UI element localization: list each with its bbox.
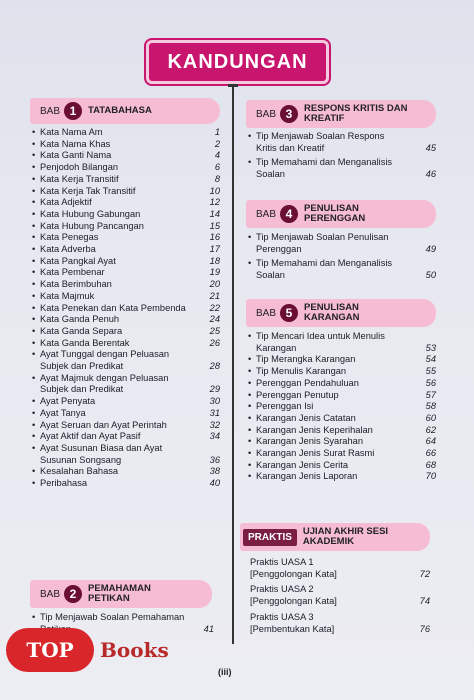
entry-page-number: 30 [209, 396, 220, 407]
bab-1-list [30, 127, 220, 490]
toc-entry [30, 466, 220, 478]
entry-page-number: 56 [425, 377, 436, 388]
entry-title: Ayat Majmuk dengan Peluasan Subjek dan Predikat [40, 372, 169, 395]
entry-page-number: 34 [209, 431, 220, 442]
entry-title: Karangan Jenis Catatan [256, 412, 356, 423]
praktis-header [240, 523, 430, 551]
entry-title: Ayat Tanya [40, 407, 86, 418]
bab-number: 1 [64, 102, 82, 120]
toc-entry [30, 303, 220, 315]
entry-page-number: 66 [425, 448, 436, 459]
toc-entry [246, 232, 436, 255]
entry-title: Kata Ganti Nama [40, 150, 112, 161]
entry-title: Perenggan Pendahuluan [256, 377, 359, 388]
entry-title: Penjodoh Bilangan [40, 162, 119, 173]
bab-title: PENULISAN PERENGGAN [304, 203, 366, 224]
entry-page-number: 12 [209, 197, 220, 208]
entry-page-number: 1 [214, 127, 220, 137]
entry-page-number: 21 [209, 290, 220, 301]
toc-entry [30, 443, 220, 466]
entry-title: Kata Ganda Separa [40, 325, 123, 336]
entry-page-number: 70 [425, 471, 436, 482]
title-banner [146, 40, 329, 84]
toc-entry [240, 557, 430, 580]
entry-title: Ayat Tunggal dengan Peluasan Subjek dan Predikat [40, 349, 170, 372]
toc-entry [30, 256, 220, 268]
toc-entry [30, 186, 220, 198]
bab-number: 3 [280, 105, 298, 123]
toc-entry [30, 396, 220, 408]
entry-title: Kata Berimbuhan [40, 279, 112, 290]
entry-title: Tip Merangka Karangan [256, 354, 356, 365]
toc-entry [30, 291, 220, 303]
toc-entry [246, 354, 436, 366]
toc-entry [246, 436, 436, 448]
toc-entry [30, 244, 220, 256]
entry-page-number: 19 [209, 267, 220, 278]
bab-3-list [246, 131, 436, 184]
toc-entry [30, 373, 220, 396]
entry-title: Kata Nama Khas [40, 138, 111, 149]
logo-wordmark: Books [100, 638, 169, 662]
entry-page-number: 74 [419, 596, 430, 607]
entry-page-number: 20 [209, 279, 220, 290]
entry-page-number: 32 [209, 419, 220, 430]
bab-1-header [30, 98, 220, 124]
entry-title: Praktis UASA 3 [Pembentukan Kata] [250, 611, 335, 634]
entry-title: Kata Nama Am [40, 127, 103, 137]
toc-entry [246, 401, 436, 413]
bab-number: 5 [280, 304, 298, 322]
entry-title: Kata Kerja Transitif [40, 173, 119, 184]
toc-entry [246, 157, 436, 180]
divider-cap-top [228, 84, 238, 87]
entry-title: Perenggan Penutup [256, 389, 339, 400]
toc-entry [246, 366, 436, 378]
entry-page-number: 58 [425, 401, 436, 412]
entry-title: Ayat Aktif dan Ayat Pasif [40, 431, 141, 442]
entry-title: Ayat Susunan Biasa dan Ayat Susunan Songsang [40, 442, 163, 465]
entry-title: Karangan Jenis Cerita [256, 459, 348, 470]
entry-title: Praktis UASA 2 [Penggolongan Kata] [250, 584, 337, 607]
toc-entry [30, 232, 220, 244]
toc-entry [30, 162, 220, 174]
bab-number: 4 [280, 205, 298, 223]
toc-entry [240, 612, 430, 635]
entry-title: Ayat Seruan dan Ayat Perintah [40, 419, 167, 430]
entry-page-number: 60 [425, 412, 436, 423]
bab-title: RESPONS KRITIS DAN KREATIF [304, 103, 408, 124]
entry-page-number: 22 [209, 302, 220, 313]
page-number: (iii) [218, 667, 232, 677]
entry-title: Kata Adverba [40, 244, 96, 255]
toc-entry [30, 408, 220, 420]
entry-title: Tip Menjawab Soalan Respons Kritis dan Kreatif [256, 131, 385, 153]
entry-page-number: 24 [209, 314, 220, 325]
entry-page-number: 45 [425, 142, 436, 153]
entry-page-number: 18 [209, 255, 220, 266]
bab-label: BAB [40, 588, 61, 600]
entry-title: Karangan Jenis Syarahan [256, 436, 363, 447]
bab-title: PENULISAN KARANGAN [304, 302, 360, 323]
entry-page-number: 40 [209, 478, 220, 489]
entry-title: Ayat Penyata [40, 396, 96, 407]
entry-page-number: 2 [214, 138, 220, 149]
toc-entry [30, 221, 220, 233]
entry-page-number: 28 [209, 361, 220, 372]
bab-5-header [246, 299, 436, 327]
entry-title: Kata Penekan dan Kata Pembenda [40, 302, 186, 313]
topbooks-logo [6, 628, 169, 672]
toc-entry [30, 279, 220, 291]
entry-page-number: 29 [209, 384, 220, 395]
entry-title: Kata Majmuk [40, 290, 95, 301]
entry-title: Kata Pembenar [40, 267, 105, 278]
entry-title: Kesalahan Bahasa [40, 466, 119, 477]
toc-entry [246, 390, 436, 402]
entry-title: Kata Hubung Gabungan [40, 208, 141, 219]
entry-title: Kata Adjektif [40, 197, 92, 208]
toc-entry [30, 197, 220, 209]
bab-label: BAB [256, 307, 277, 319]
entry-title: Peribahasa [40, 478, 88, 489]
entry-page-number: 6 [214, 162, 220, 173]
entry-page-number: 76 [419, 623, 430, 634]
toc-entry [30, 267, 220, 279]
toc-entry [246, 448, 436, 460]
bab-label: BAB [40, 105, 61, 117]
entry-page-number: 41 [203, 623, 214, 634]
entry-page-number: 49 [425, 243, 436, 254]
toc-entry [246, 258, 436, 281]
entry-page-number: 14 [209, 208, 220, 219]
bab-4-list [246, 232, 436, 285]
entry-title: Kata Ganda Penuh [40, 314, 120, 325]
bab-number: 2 [64, 585, 82, 603]
entry-title: Tip Menjawab Soalan Penulisan Perenggan [256, 232, 389, 254]
bab-label: BAB [256, 108, 277, 120]
entry-page-number: 17 [209, 244, 220, 255]
entry-page-number: 8 [214, 173, 220, 184]
entry-title: Tip Memahami dan Menganalisis Soalan [256, 258, 393, 281]
toc-entry [30, 431, 220, 443]
column-divider [232, 84, 234, 644]
bab-5-list [246, 331, 436, 483]
praktis-tag: PRAKTIS [243, 529, 297, 546]
bab-title: TATABAHASA [88, 105, 152, 116]
toc-entry [246, 425, 436, 437]
entry-title: Karangan Jenis Keperihalan [256, 424, 373, 435]
entry-page-number: 54 [425, 354, 436, 365]
toc-entry [246, 331, 436, 354]
praktis-title: UJIAN AKHIR SESI AKADEMIK [302, 526, 389, 547]
entry-title: Praktis UASA 1 [Penggolongan Kata] [250, 557, 337, 579]
bab-4-header [246, 200, 436, 228]
toc-entry [30, 338, 220, 350]
entry-page-number: 38 [209, 466, 220, 477]
entry-page-number: 53 [425, 342, 436, 353]
toc-entry [30, 314, 220, 326]
entry-title: Perenggan Isi [256, 401, 314, 412]
entry-title: Tip Memahami dan Menganalisis Soalan [256, 157, 393, 180]
entry-page-number: 31 [209, 407, 220, 418]
entry-title: Tip Mencari Idea untuk Menulis Karangan [256, 331, 385, 353]
toc-entry [30, 127, 220, 139]
entry-page-number: 25 [209, 325, 220, 336]
entry-page-number: 72 [419, 568, 430, 579]
toc-entry [30, 349, 220, 372]
toc-entry [30, 420, 220, 432]
toc-entry [30, 139, 220, 151]
toc-entry [246, 378, 436, 390]
toc-entry [246, 131, 436, 154]
toc-entry [240, 584, 430, 607]
entry-page-number: 16 [209, 232, 220, 243]
entry-page-number: 4 [214, 150, 220, 161]
entry-page-number: 62 [425, 424, 436, 435]
entry-page-number: 50 [425, 270, 436, 281]
toc-entry [30, 150, 220, 162]
entry-title: Tip Menjawab Soalan Pemahaman [40, 612, 185, 622]
toc-entry [30, 326, 220, 338]
entry-page-number: 10 [209, 185, 220, 196]
bab-label: BAB [256, 208, 277, 220]
bab-3-header [246, 100, 436, 128]
entry-title: Kata Penegas [40, 232, 99, 243]
entry-title: Kata Ganda Berentak [40, 337, 130, 348]
praktis-list [240, 557, 430, 639]
bab-2-header [30, 580, 212, 608]
toc-entry [246, 413, 436, 425]
bab-title: PEMAHAMAN PETIKAN [88, 583, 151, 604]
logo-badge: TOP [6, 628, 94, 672]
entry-page-number: 57 [425, 389, 436, 400]
entry-page-number: 15 [209, 220, 220, 231]
entry-title: Tip Menulis Karangan [256, 366, 347, 377]
entry-title: Karangan Jenis Surat Rasmi [256, 448, 375, 459]
entry-page-number: 55 [425, 366, 436, 377]
entry-title: Karangan Jenis Laporan [256, 471, 358, 482]
entry-page-number: 36 [209, 454, 220, 465]
entry-title: Kata Pangkal Ayat [40, 255, 116, 266]
toc-entry [30, 174, 220, 186]
entry-title: Kata Hubung Pancangan [40, 220, 144, 231]
toc-entry [30, 209, 220, 221]
toc-entry [246, 460, 436, 472]
entry-page-number: 46 [425, 169, 436, 180]
entry-page-number: 64 [425, 436, 436, 447]
toc-entry [30, 478, 220, 490]
entry-page-number: 26 [209, 337, 220, 348]
entry-page-number: 68 [425, 459, 436, 470]
entry-title: Kata Kerja Tak Transitif [40, 185, 136, 196]
page-title: KANDUNGAN [167, 50, 308, 73]
toc-entry [246, 471, 436, 483]
